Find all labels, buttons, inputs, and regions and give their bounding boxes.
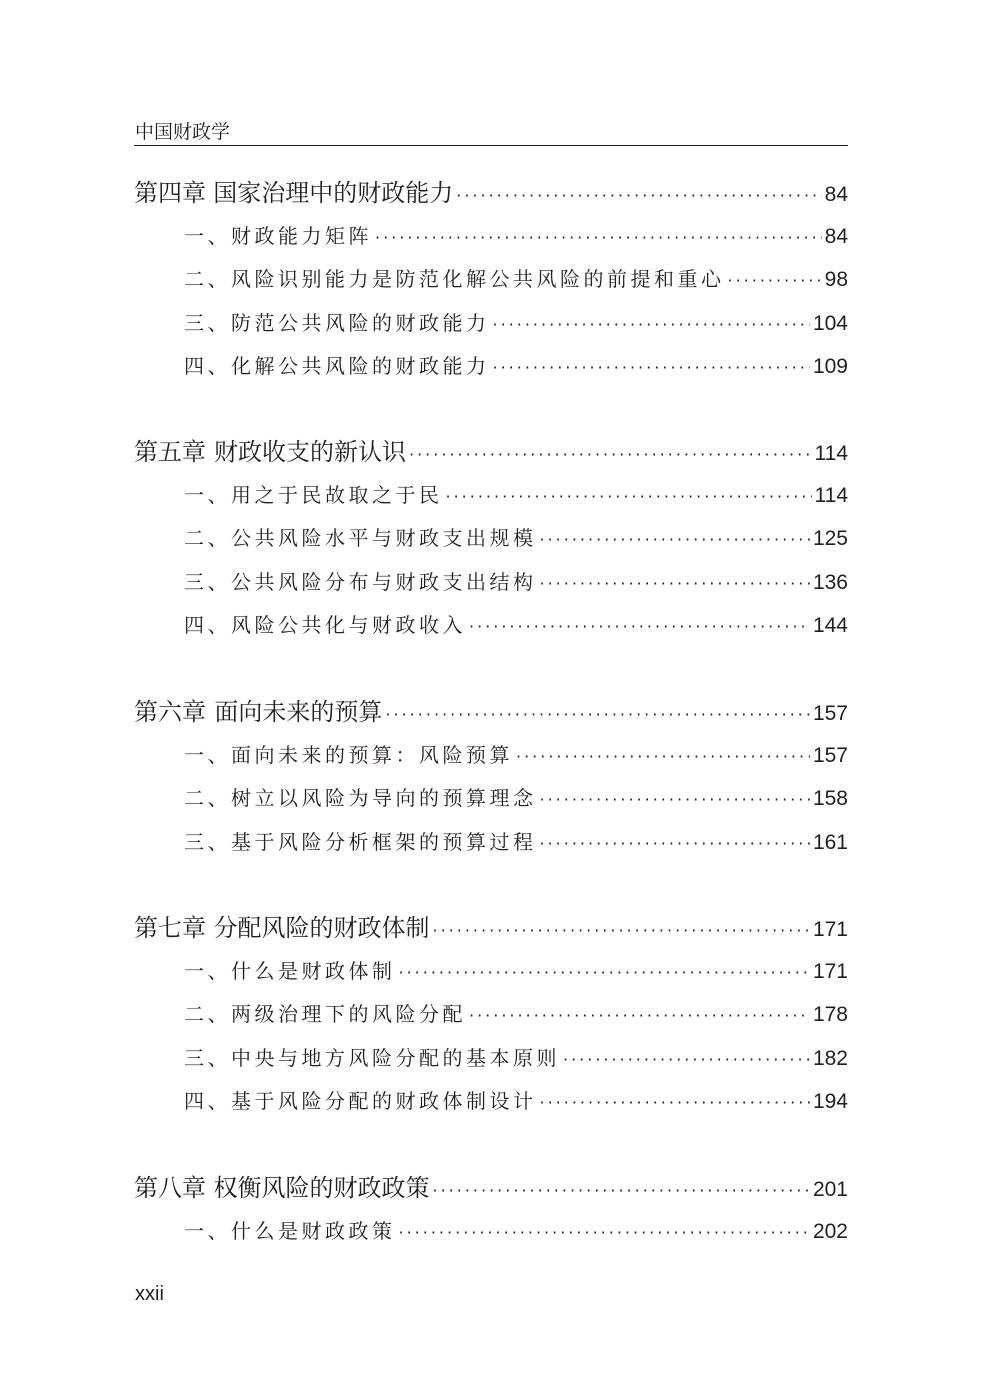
section-number: 四、 [184, 1088, 231, 1113]
section-title: 防范公共风险的财政能力 [231, 310, 490, 335]
section-title: 公共风险水平与财政支出规模 [231, 526, 537, 551]
section-title: 风险公共化与财政收入 [231, 612, 466, 637]
section-page-number: 136 [812, 570, 848, 594]
chapter-title: 权衡风险的财政政策 [213, 1174, 430, 1202]
section-number: 二、 [184, 267, 231, 292]
leader-dots [540, 571, 810, 597]
leader-dots [728, 268, 822, 294]
toc-section-entry[interactable] [0, 482, 848, 510]
chapter-title: 分配风险的财政体制 [213, 914, 430, 942]
section-title: 两级治理下的风险分配 [231, 1002, 466, 1027]
toc-chapter-entry[interactable] [0, 1173, 848, 1206]
leader-dots [563, 1047, 810, 1073]
leader-dots [399, 1220, 810, 1246]
chapter-label: 第七章 [134, 914, 206, 942]
toc-section-entry[interactable] [0, 310, 848, 338]
toc-chapter-entry[interactable] [0, 913, 848, 946]
leader-dots [432, 1176, 809, 1206]
toc-section-entry[interactable] [0, 1088, 848, 1116]
section-page-number: 144 [812, 613, 848, 637]
section-number: 一、 [184, 224, 231, 248]
section-page-number: 161 [812, 830, 848, 854]
section-page-number: 114 [814, 484, 848, 507]
section-title: 财政能力矩阵 [231, 224, 372, 248]
toc-section-entry[interactable] [0, 353, 848, 381]
leader-dots [540, 831, 810, 857]
leader-dots [446, 484, 812, 510]
chapter-title: 财政收支的新认识 [213, 438, 406, 466]
toc-chapter-entry[interactable] [0, 178, 848, 211]
toc-section-entry[interactable] [0, 569, 848, 597]
toc-section-entry[interactable] [0, 266, 848, 294]
chapter-page-number: 157 [812, 702, 848, 725]
section-number: 一、 [184, 483, 231, 507]
chapter-title: 面向未来的预算 [214, 698, 383, 726]
section-number: 二、 [184, 526, 231, 551]
leader-dots [469, 1003, 810, 1029]
section-title: 用之于民故取之于民 [231, 483, 443, 507]
toc-chapter-entry[interactable] [0, 697, 848, 730]
section-page-number: 158 [812, 787, 848, 811]
chapter-title: 国家治理中的财政能力 [213, 179, 454, 207]
section-number: 二、 [184, 786, 231, 811]
section-page-number: 194 [812, 1089, 848, 1113]
section-title: 公共风险分布与财政支出结构 [231, 569, 537, 594]
chapter-page-number: 84 [824, 183, 848, 206]
section-page-number: 178 [812, 1003, 848, 1027]
leader-dots [375, 225, 822, 251]
leader-dots [469, 614, 810, 640]
chapter-label: 第四章 [134, 179, 206, 207]
leader-dots [432, 916, 809, 946]
section-number: 一、 [184, 959, 231, 983]
section-number: 一、 [184, 1219, 231, 1243]
chapter-page-number: 114 [814, 442, 848, 465]
section-number: 三、 [184, 569, 231, 594]
section-title: 化解公共风险的财政能力 [231, 353, 490, 378]
section-title: 面向未来的预算：风险预算 [231, 743, 513, 767]
chapter-label: 第五章 [134, 438, 206, 466]
section-number: 四、 [184, 612, 231, 637]
toc-section-entry[interactable] [0, 958, 848, 986]
toc-section-entry[interactable] [0, 525, 848, 553]
toc-section-entry[interactable] [0, 1001, 848, 1029]
toc-chapter-entry[interactable] [0, 437, 848, 470]
leader-dots [493, 355, 810, 381]
section-title: 树立以风险为导向的预算理念 [231, 786, 537, 811]
toc-section-entry[interactable] [0, 785, 848, 813]
section-page-number: 125 [812, 527, 848, 551]
leader-dots [493, 312, 810, 338]
section-page-number: 98 [824, 268, 848, 292]
chapter-page-number: 171 [812, 918, 848, 941]
toc-section-entry[interactable] [0, 223, 848, 251]
toc-section-entry[interactable] [0, 742, 848, 770]
section-page-number: 182 [812, 1046, 848, 1070]
section-title: 基于风险分析框架的预算过程 [231, 829, 537, 854]
leader-dots [385, 700, 810, 730]
section-number: 二、 [184, 1002, 231, 1027]
section-number: 四、 [184, 353, 231, 378]
section-page-number: 104 [812, 311, 848, 335]
section-page-number: 157 [812, 744, 848, 767]
leader-dots [540, 527, 810, 553]
chapter-label: 第八章 [134, 1174, 206, 1202]
section-page-number: 84 [824, 225, 848, 248]
section-number: 三、 [184, 310, 231, 335]
leader-dots [540, 1090, 810, 1116]
toc-section-entry[interactable] [0, 1218, 848, 1246]
section-title: 基于风险分配的财政体制设计 [231, 1088, 537, 1113]
leader-dots [456, 181, 821, 211]
section-number: 一、 [184, 743, 231, 767]
running-head: 中国财政学 [135, 121, 231, 143]
leader-dots [409, 440, 812, 470]
chapter-label: 第六章 [134, 698, 206, 726]
section-number: 三、 [184, 829, 231, 854]
section-title: 什么是财政体制 [231, 959, 396, 983]
toc-section-entry[interactable] [0, 1045, 848, 1073]
section-number: 三、 [184, 1045, 231, 1070]
toc-section-entry[interactable] [0, 829, 848, 857]
header-rule [134, 145, 848, 146]
section-title: 中央与地方风险分配的基本原则 [231, 1045, 560, 1070]
section-page-number: 202 [812, 1220, 848, 1243]
section-page-number: 109 [812, 354, 848, 378]
section-title: 什么是财政政策 [231, 1219, 396, 1243]
leader-dots [516, 744, 810, 770]
page-number: xxii [135, 1283, 164, 1305]
leader-dots [399, 960, 810, 986]
toc-section-entry[interactable] [0, 612, 848, 640]
leader-dots [540, 787, 810, 813]
chapter-page-number: 201 [812, 1178, 848, 1201]
section-page-number: 171 [812, 960, 848, 983]
section-title: 风险识别能力是防范化解公共风险的前提和重心 [231, 267, 725, 292]
